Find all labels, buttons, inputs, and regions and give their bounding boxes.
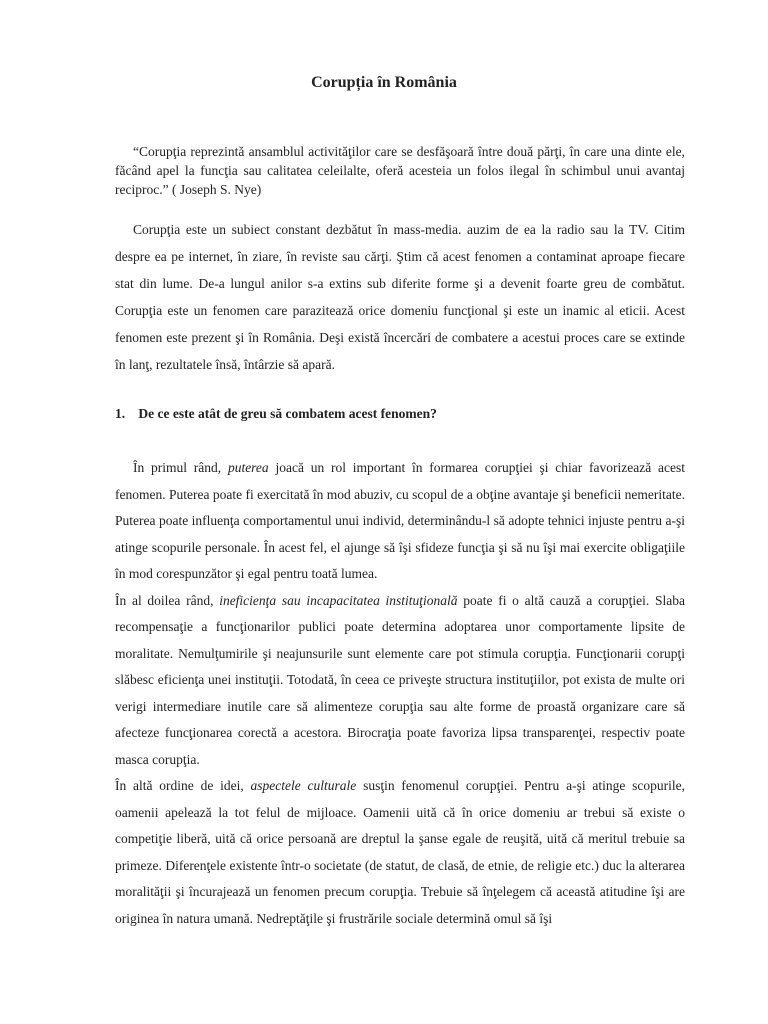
section-body xyxy=(115,455,685,932)
section-number: 1. xyxy=(115,406,126,421)
emphasis-term: ineficienţa sau incapacitatea instituţională xyxy=(219,592,458,608)
paragraph-institutional xyxy=(115,588,685,774)
paragraph-text: În altă ordine de idei, xyxy=(115,778,251,793)
paragraph-text: poate fi o altă cauză a corupţiei. Slaba recompensaţie a funcţionarilor publici poate determina adoptarea unor comportamente lipsite de moralitate. Nemulţumirile şi neajunsurile sunt elemente care pot stimula corupţia. Funcţionarii corupţi slăbesc eficienţa unei instituţii. Totodată, în ceea ce priveşte structura instituţiilor, pot exista de multe ori verigi intermediare inutile care să alimenteze corupţia sau alte forme de proastă organizare care să afecteze funcţionarea corectă a acestora. Birocraţia poate favoriza lipsa transparenţei, respectiv poate masca corupţia. xyxy=(115,592,685,767)
intro-paragraph: Corupţia este un subiect constant dezbătut în mass-media. auzim de ea la radio sau la TV. Citim despre ea pe internet, în ziare, în reviste sau cărţi. Ştim că acest fenomen a contaminat aproape fiecare stat din lume. De-a lungul anilor s-a extins sub diferite forme şi a devenit foarte greu de combătut. Corupţia este un fenomen care parazitează orice domeniu funcţional şi este un inamic al eticii. Acest fenomen este prezent şi în România. Deşi există încercări de combatere a acestui proces care se extinde în lanţ, rezultatele însă, întârzie să apară. xyxy=(115,222,685,372)
paragraph-power xyxy=(115,455,685,588)
paragraph-text: În al doilea rând, xyxy=(115,592,220,608)
paragraph-text: În primul rând, xyxy=(133,460,228,475)
emphasis-term: puterea xyxy=(227,460,269,475)
emphasis-term: aspectele culturale xyxy=(250,778,357,793)
paragraph-text: susţin fenomenul corupţiei. Pentru a-şi atinge scopurile, oamenii apelează la tot felul de mijloace. Oamenii uită că în orice domeniu ar trebui să existe o competiţie liberă, uită că orice persoană are dreptul la şanse egale de reuşită, uită că meritul trebuie sa primeze. Diferenţele existente într-o societate (de statut, de clasă, de etnie, de religie etc.) duc la alterarea moralităţii şi încurajează un fenomen precum corupţia. Trebuie să înţelegem că această atitudine îşi are originea în natura umană. Nedreptăţile şi frustrările sociale determină omul să îşi xyxy=(115,778,685,926)
paragraph-cultural xyxy=(115,773,685,932)
section-heading-text: De ce este atât de greu să combatem acest fenomen? xyxy=(138,406,437,421)
document-title: Corupția în România xyxy=(311,74,457,91)
opening-quote: “Corupţia reprezintă ansamblul activităţilor care se desfăşoară între două părţi, în care una dinte ele, făcând apel la funcţia sau calitatea celeilalte, oferă acesteia un folos ilegal în schimbul unui avantaj reciproc.” ( Joseph S. Nye) xyxy=(115,144,685,197)
section-heading xyxy=(115,406,685,422)
paragraph-text: joacă un rol important în formarea corupţiei şi chiar favorizează acest fenomen. Puterea poate fi exercitată în mod abuziv, cu scopul de a obţine avantaje şi beneficii nemeritate. Puterea poate influenţa comportamentul unui individ, determinându-l să adopte tehnici injuste pentru a-şi atinge scopurile personale. În acest fel, el ajunge să îşi sfideze funcţia şi să nu îşi mai exercite obligaţiile în mod corespunzător şi egal pentru toată lumea. xyxy=(115,460,686,581)
